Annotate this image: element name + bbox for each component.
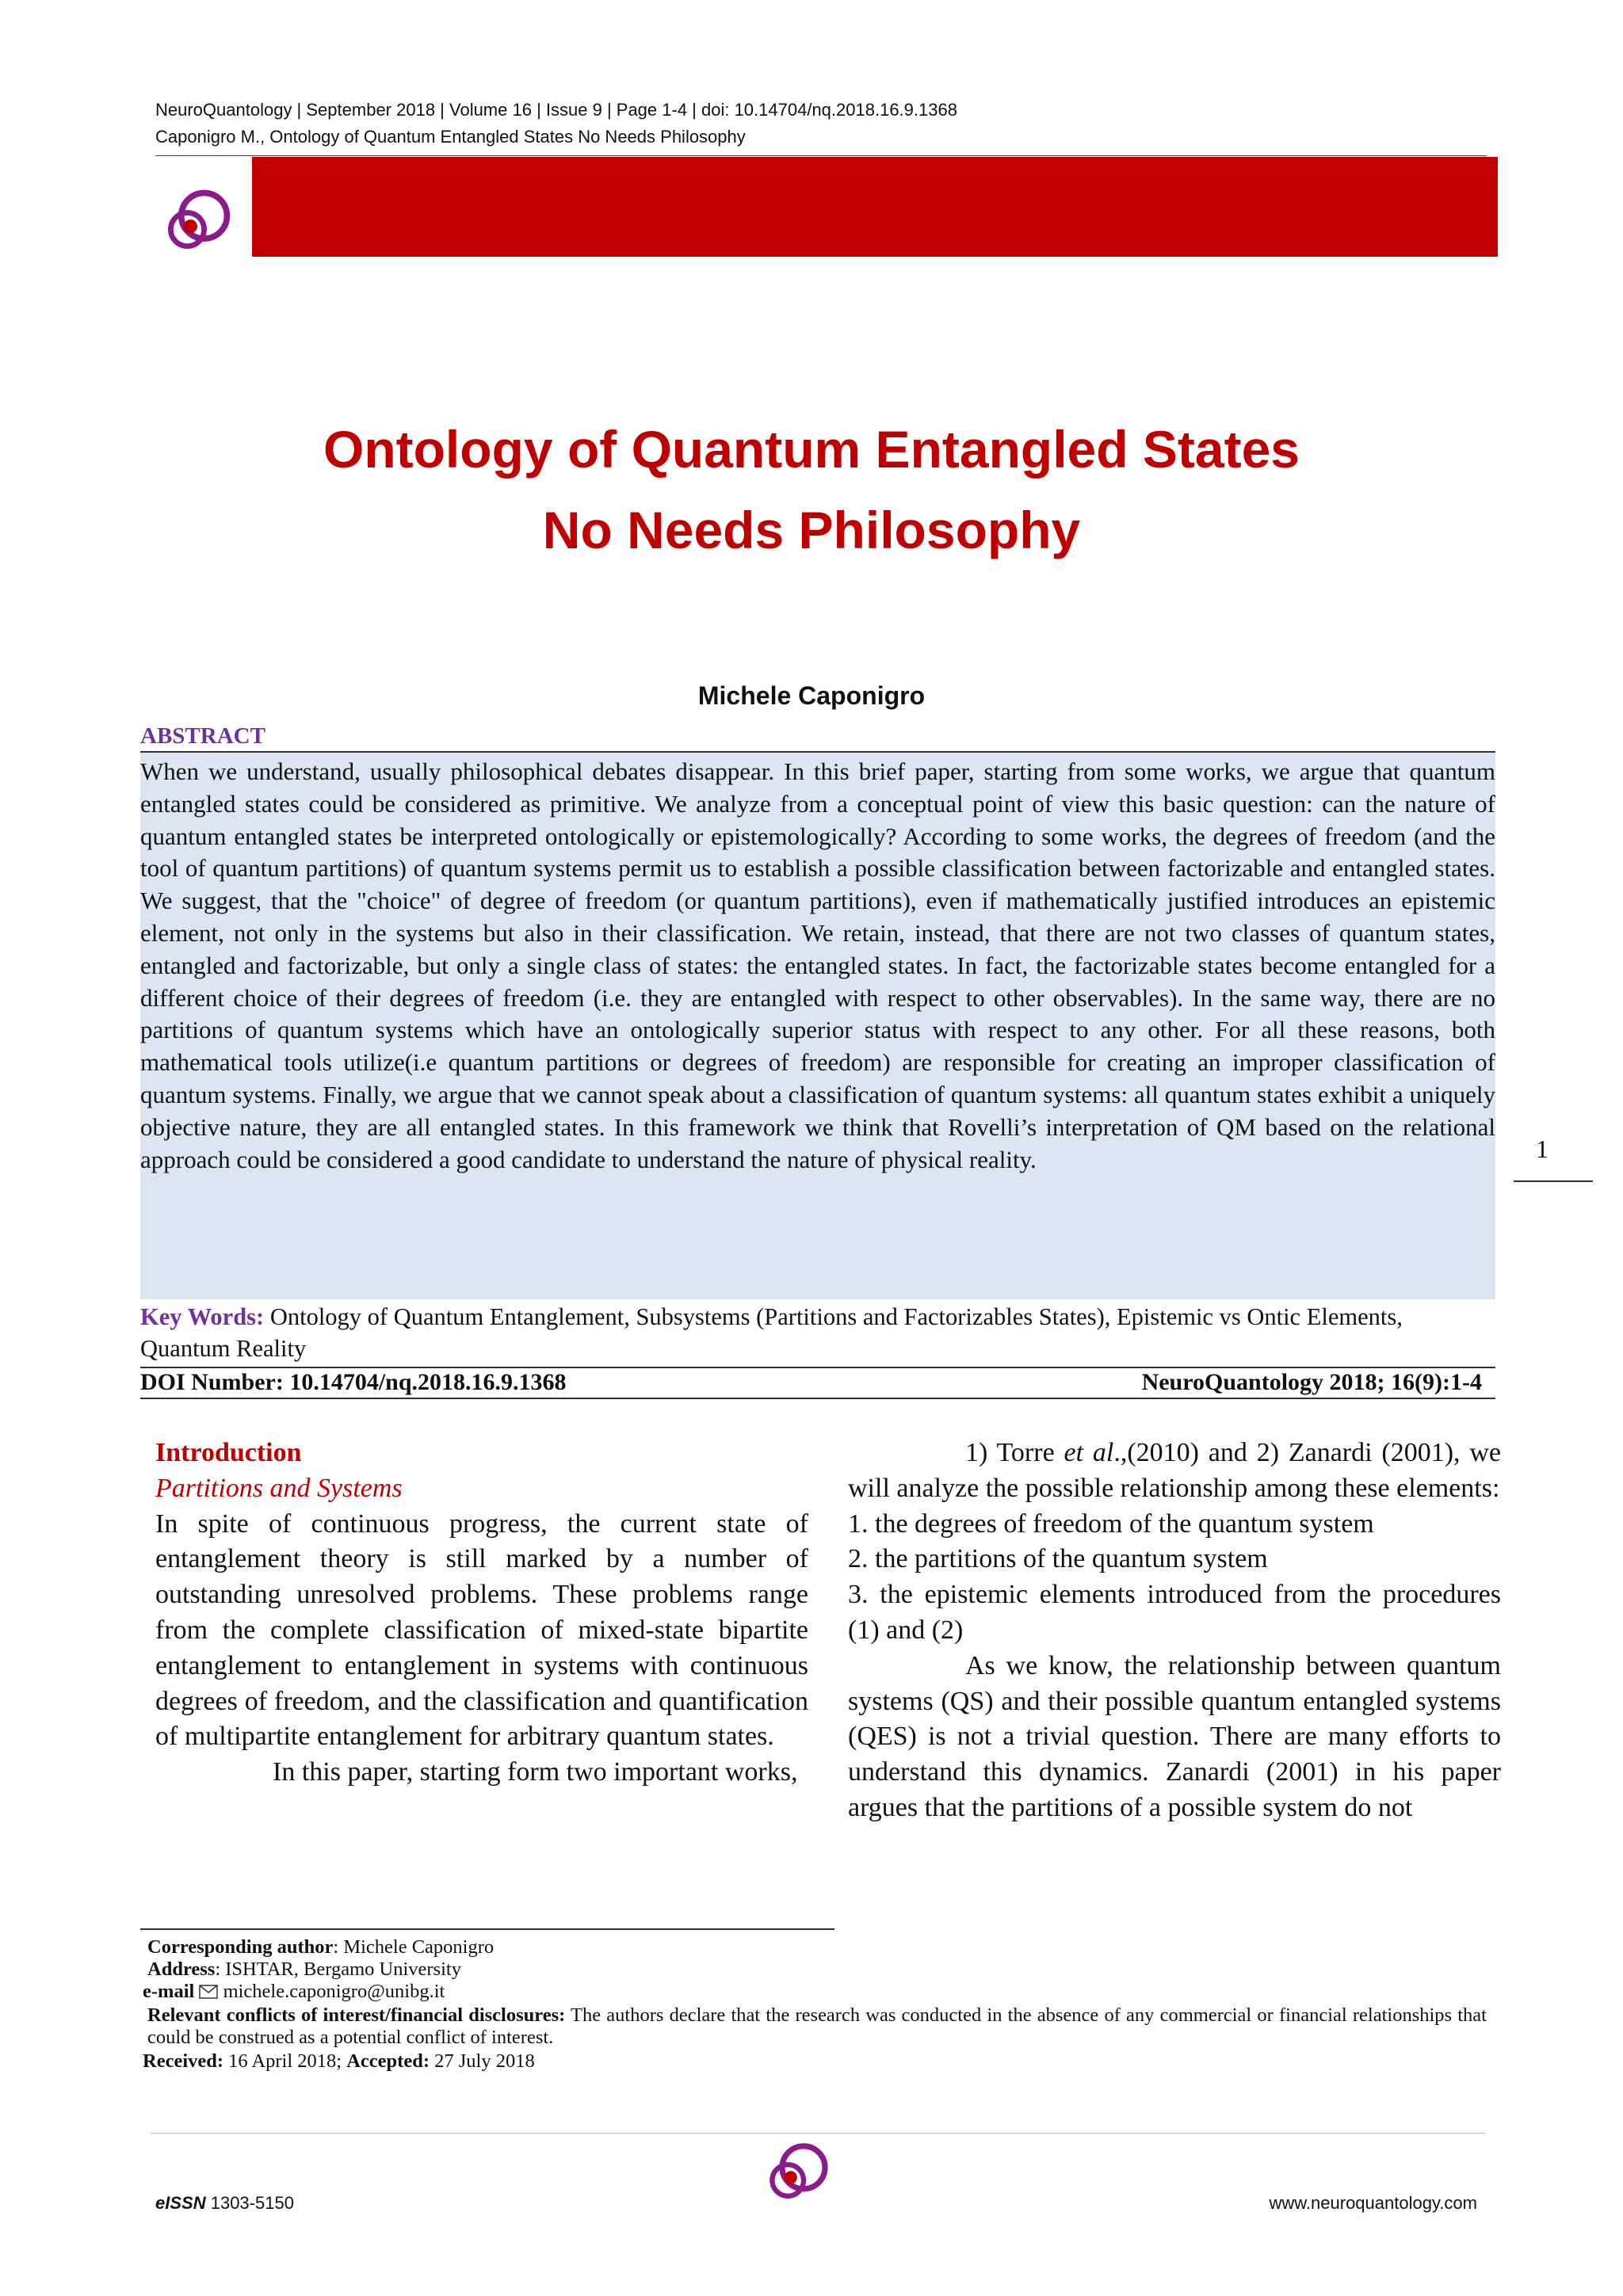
right-column: [848, 1436, 1501, 1826]
eissn: [155, 2193, 294, 2214]
conflicts-text: The authors declare that the research was conducted in the absence of any commercial or financial relationships that could be construed as a potential conflict of interest.: [147, 2004, 1487, 2048]
citation-header-line: Caponigro M., Ontology of Quantum Entangled States No Needs Philosophy: [155, 127, 746, 147]
intro-paragraph-2: In this paper, starting form two important works,: [273, 1757, 798, 1787]
right-paragraph-1-italic: et al: [1064, 1438, 1114, 1467]
list-item: 2. the partitions of the quantum system: [848, 1544, 1268, 1574]
journal-header-line: NeuroQuantology | September 2018 | Volume 16 | Issue 9 | Page 1-4 | doi: 10.14704/nq.2018.16.9.1368: [155, 100, 957, 120]
header-rule: [155, 155, 1487, 156]
author-email: [143, 1981, 445, 2003]
corresponding-author-value: : Michele Caponigro: [333, 1936, 495, 1958]
email-label: e-mail: [143, 1981, 195, 2002]
accepted-date: 27 July 2018: [434, 2050, 535, 2072]
abstract-heading: ABSTRACT: [140, 723, 265, 749]
received-label: Received:: [143, 2050, 224, 2072]
neuroquantology-footer-logo-icon: [761, 2138, 832, 2209]
keywords-rule: [140, 1367, 1495, 1368]
right-paragraph-1-part-a: 1) Torre: [965, 1438, 1064, 1467]
doi-rule: [140, 1398, 1495, 1399]
conflicts-label: Relevant conflicts of interest/financial disclosures:: [147, 2004, 566, 2026]
address-label: Address: [147, 1958, 216, 1980]
intro-paragraph: In spite of continuous progress, the current state of entanglement theory is still marked by a number of outstanding unresolved problems. These problems range from the complete classification of mixed-state bipartite entanglement to entanglement in systems with continuous degrees of freedom, and the classification and quantification of multipartite entanglement for arbitrary quantum states.: [155, 1508, 808, 1752]
neuroquantology-logo-icon: [158, 184, 235, 260]
abstract-text: When we understand, usually philosophical debates disappear. In this brief paper, starting from some works, we argue that quantum entangled states could be considered as primitive. We analyze from a conceptual point of view this basic question: can the nature of quantum entangled states be interpreted ontologically or epistemologically? According to some works, the degrees of freedom (and the tool of quantum partitions) of quantum systems permit us to establish a possible classification between factorizable and entangled states. We suggest, that the "choice" of degree of freedom (or quantum partitions), even if mathematically justified introduces an epistemic element, not only in the systems but also in their classification. We retain, instead, that there are not two classes of quantum states, entangled and factorizable, but only a single class of states: the entangled states. In fact, the factorizable states become entangled for a different choice of their degrees of freedom (i.e. they are entangled with respect to other observables). In the same way, there are no partitions of quantum systems which have an ontologically superior status with respect to any other. For all these reasons, both mathematical tools utilize(i.e quantum partitions or degrees of freedom) are responsible for creating an improper classification of quantum systems. Finally, we argue that we cannot speak about a classification of quantum systems: all quantum states exhibit a uniquely objective nature, they are all entangled states. In this framework we think that Rovelli’s interpretation of QM based on the relational approach could be considered a good candidate to understand the nature of physical reality.: [140, 757, 1495, 1173]
journal-citation: NeuroQuantology 2018; 16(9):1-4: [1141, 1369, 1482, 1395]
right-paragraph-2: As we know, the relationship between quantum systems (QS) and their possible quantum entangled systems (QES) is not a trivial question. There are many efforts to understand this dynamics. Zanardi (2001) in his paper argues that the partitions of a possible system do not: [848, 1650, 1501, 1822]
doi-number: DOI Number: 10.14704/nq.2018.16.9.1368: [140, 1369, 567, 1395]
left-column: [155, 1436, 808, 1791]
section-heading: Introduction: [155, 1438, 302, 1467]
right-paragraph-1-part-b: .,(2010) and 2) Zanardi (2001), we will analyze the possible relationship among these elements:: [848, 1438, 1501, 1503]
author-address: [147, 1958, 461, 1981]
keywords: [140, 1301, 1495, 1364]
page-number: 1: [1536, 1135, 1549, 1163]
eissn-label: eISSN: [155, 2193, 206, 2213]
author-name: Michele Caponigro: [697, 681, 926, 710]
footnote-rule: [140, 1928, 834, 1930]
received-date: 16 April 2018;: [228, 2050, 342, 2072]
list-item: 1. the degrees of freedom of the quantum system: [848, 1508, 1374, 1539]
page-number-rule: [1514, 1180, 1593, 1182]
envelope-icon: [199, 1985, 218, 1999]
corresponding-author: [147, 1936, 494, 1958]
corresponding-author-label: Corresponding author: [147, 1936, 334, 1958]
accepted-label: Accepted:: [346, 2050, 430, 2072]
address-value: : ISHTAR, Bergamo University: [215, 1958, 461, 1980]
right-paragraph-1: [848, 1436, 1501, 1507]
header-red-band: [252, 157, 1498, 257]
email-address[interactable]: michele.caponigro@unibg.it: [223, 1981, 445, 2002]
paper-title-line-2: No Needs Philosophy: [542, 501, 1081, 559]
footer-rule: [151, 2133, 1485, 2134]
keywords-text: Ontology of Quantum Entanglement, Subsystems (Partitions and Factorizables States), Epistemic vs Ontic Elements, Quantum Reality: [140, 1303, 1403, 1362]
journal-website[interactable]: www.neuroquantology.com: [1269, 2193, 1477, 2213]
section-subheading: Partitions and Systems: [155, 1473, 403, 1503]
eissn-value: 1303-5150: [210, 2193, 294, 2213]
paper-title-line-1: Ontology of Quantum Entangled States: [323, 420, 1300, 479]
list-item: 3. the epistemic elements introduced from the procedures (1) and (2): [848, 1580, 1501, 1645]
received-accepted-dates: [143, 2050, 535, 2073]
keywords-label: Key Words:: [140, 1303, 265, 1330]
conflicts-disclosure: [147, 2004, 1487, 2049]
